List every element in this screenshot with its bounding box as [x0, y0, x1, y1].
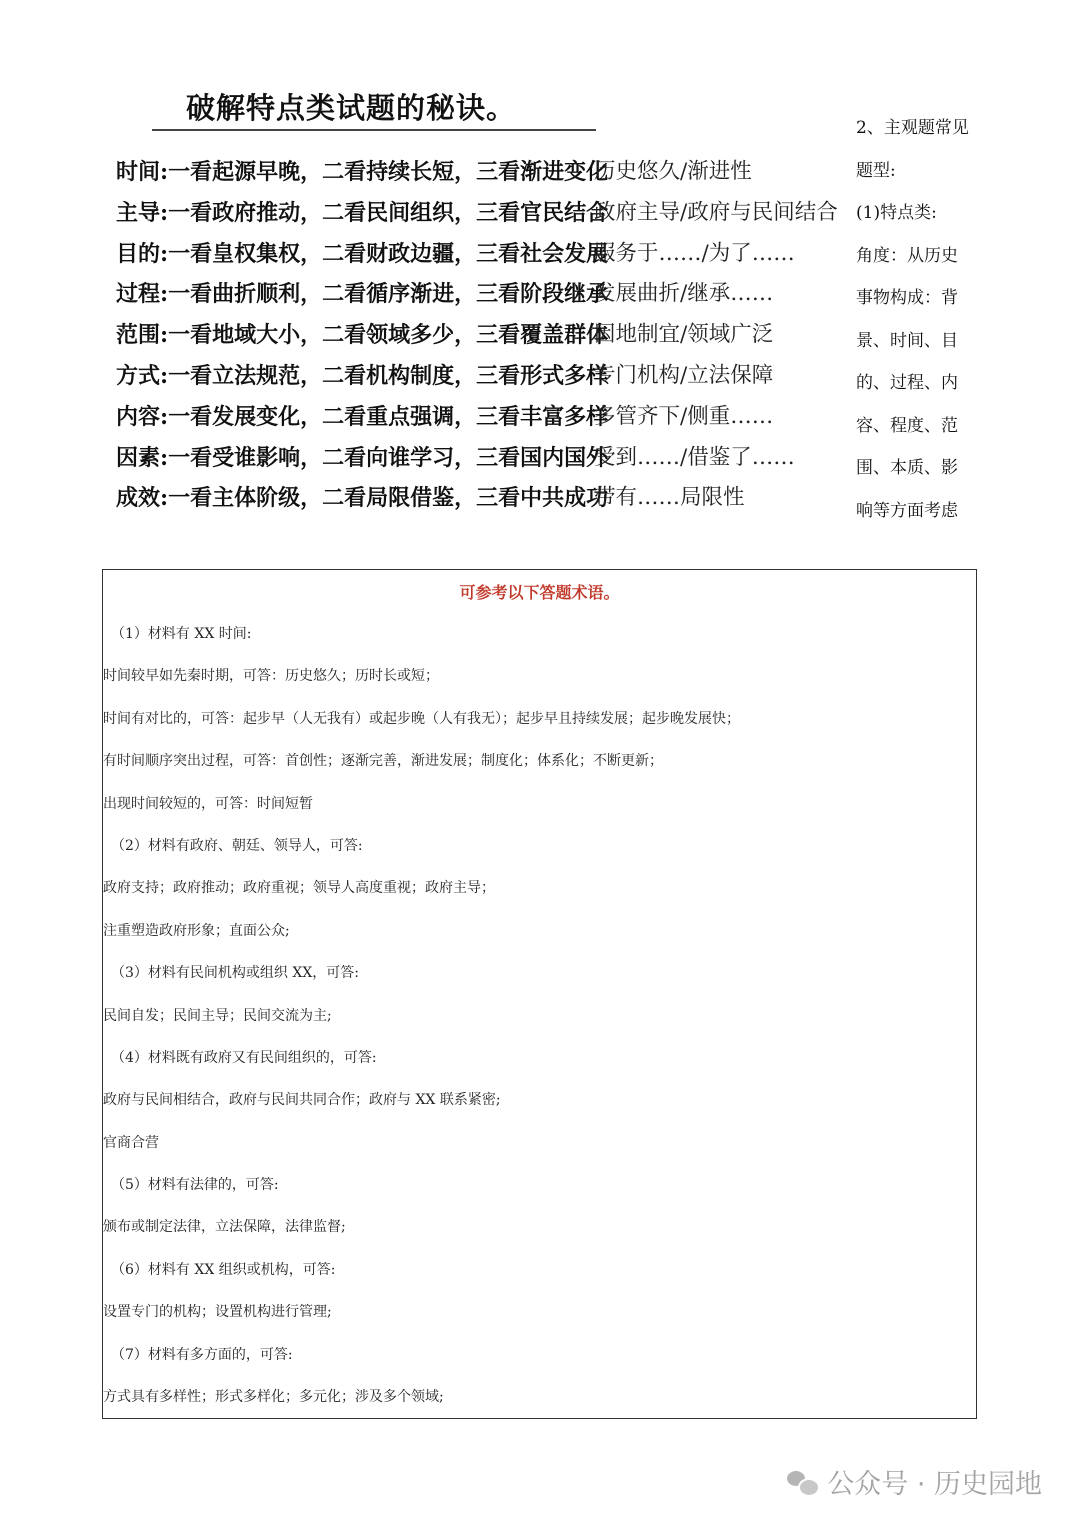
side-note-line: 角度：从历史 [856, 245, 958, 266]
box-lines [103, 621, 740, 1426]
tip-answer: 受到……/借鉴了…… [594, 444, 795, 470]
tip-rule: 因素:一看受谁影响，二看向谁学习，三看国内国外 [116, 444, 609, 471]
side-note-line: 题型: [856, 160, 896, 181]
tip-rule: 时间:一看起源早晚，二看持续长短，三看渐进变化 [116, 159, 609, 185]
material-case-heading: （7）材料有多方面的，可答: [111, 1346, 293, 1363]
tip-rule: 方式:一看立法规范，二看机构制度，三看形式多样 [116, 362, 609, 389]
answer-term-line: 方式具有多样性；形式多样化；多元化；涉及多个领域; [103, 1389, 444, 1406]
answer-term-line: 政府支持；政府推动；政府重视；领导人高度重视；政府主导； [103, 880, 495, 897]
material-case-heading: （5）材料有法律的，可答: [111, 1177, 279, 1194]
tip-rule: 过程:一看曲折顺利，二看循序渐进，三看阶段继承 [116, 281, 609, 308]
answer-term-line: 时间有对比的，可答：起步早（人无我有）或起步晚（人有我无）；起步早且持续发展；起步晚发展快； [103, 710, 740, 727]
tip-answer: 历史悠久/渐进性 [594, 159, 752, 184]
answer-term-line: 有时间顺序突出过程，可答：首创性；逐渐完善，渐进发展；制度化；体系化；不断更新； [103, 753, 663, 770]
tip-rule: 主导:一看政府推动，二看民间组织，三看官民结合 [116, 199, 609, 226]
tip-answer: 多管齐下/侧重…… [594, 403, 774, 429]
wechat-icon [787, 1469, 817, 1495]
material-case-heading: （1）材料有 XX 时间: [111, 626, 252, 642]
side-note-line: 围、本质、影 [856, 458, 958, 478]
answer-term-line: 颁布或制定法律，立法保障，法律监督; [103, 1219, 346, 1236]
side-note-line: 事物构成：背 [856, 288, 958, 308]
tip-answer: 因地制宜/领域广泛 [594, 322, 774, 348]
tip-answer: 服务于……/为了…… [594, 240, 795, 266]
title-underline [152, 129, 596, 131]
side-note-line: 的、过程、内 [856, 373, 958, 393]
watermark [787, 1462, 1042, 1501]
answer-term-line: 设置专门的机构；设置机构进行管理; [103, 1304, 332, 1321]
material-case-heading: （2）材料有政府、朝廷、领导人，可答: [111, 837, 363, 854]
answer-terms-box [102, 569, 977, 1419]
side-note-line: 响等方面考虑 [856, 500, 958, 521]
answer-term-line: 官商合营 [103, 1134, 159, 1151]
answer-term-line: 政府与民间相结合，政府与民间共同合作；政府与 XX 联系紧密; [103, 1092, 501, 1109]
page-title: 破解特点类试题的秘诀。 [186, 91, 517, 125]
side-note-line: 2、主观题常见 [856, 118, 969, 138]
tip-answer: 带有……局限性 [594, 485, 745, 511]
answer-term-line: 时间较早如先秦时期，可答：历史悠久；历时长或短； [103, 668, 439, 685]
answer-term-line: 注重塑造政府形象；直面公众; [103, 922, 290, 939]
answer-term-line: 民间自发；民间主导；民间交流为主; [103, 1007, 332, 1024]
tip-rule: 成效:一看主体阶级，二看局限借鉴，三看中共成功 [116, 485, 609, 512]
answer-term-line: 出现时间较短的，可答：时间短暂 [103, 795, 313, 812]
material-case-heading: （4）材料既有政府又有民间组织的，可答: [111, 1049, 377, 1066]
tip-rule: 范围:一看地域大小，二看领域多少，三看覆盖群体 [116, 322, 609, 349]
tip-answer: 专门机构/立法保障 [594, 362, 774, 388]
tip-rule: 目的:一看皇权集权，二看财政边疆，三看社会发展 [116, 240, 609, 267]
tip-answer: 发展曲折/继承…… [594, 281, 774, 307]
material-case-heading: （3）材料有民间机构或组织 XX，可答: [111, 965, 360, 982]
side-note-line: (1)特点类: [856, 203, 937, 223]
side-note-line: 容、程度、范 [856, 415, 958, 436]
tip-rule: 内容:一看发展变化，二看重点强调，三看丰富多样 [116, 403, 609, 430]
side-note-line: 景、时间、目 [856, 330, 958, 351]
box-heading: 可参考以下答题术语。 [459, 583, 620, 602]
watermark-text: 公众号 · 历史园地 [827, 1469, 1042, 1500]
material-case-heading: （6）材料有 XX 组织或机构，可答: [111, 1261, 336, 1278]
side-note [856, 107, 986, 532]
tip-answer: 政府主导/政府与民间结合 [594, 199, 838, 225]
